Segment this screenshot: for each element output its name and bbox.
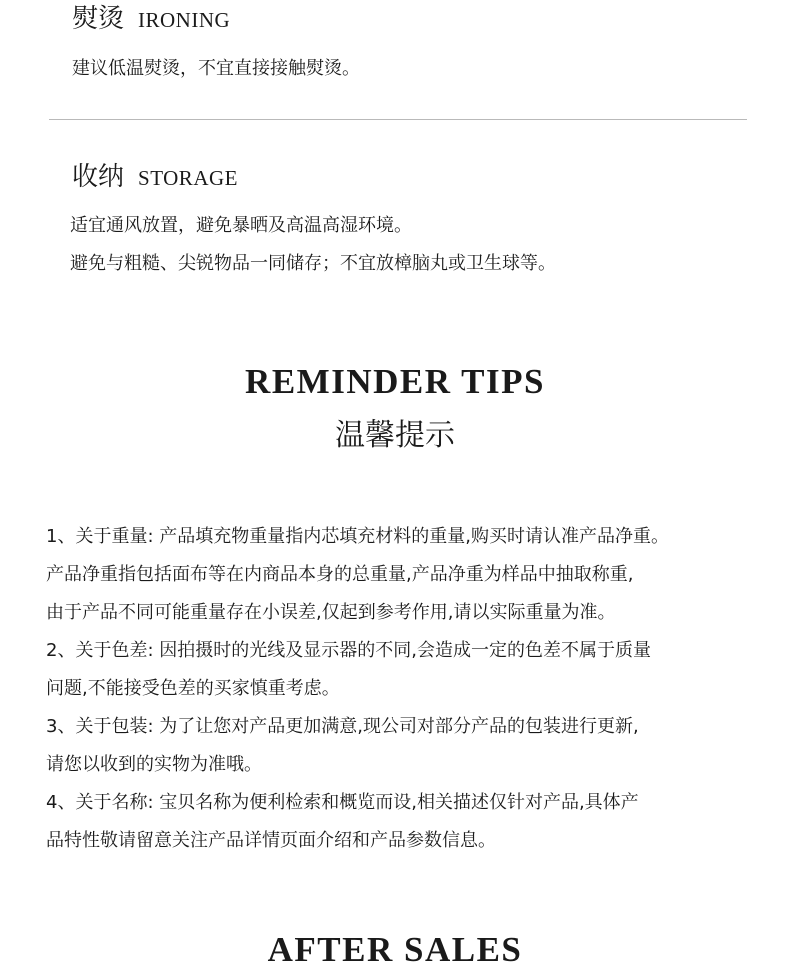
reminder-line-7: 请您以收到的实物为准哦。 <box>46 754 262 775</box>
ironing-title-zh: 熨烫 <box>72 4 125 34</box>
ironing-heading <box>72 2 230 37</box>
after-sales-title-en: AFTER SALES <box>267 930 523 969</box>
reminder-title-zh: 温馨提示 <box>335 418 455 453</box>
reminder-line-1: 1、关于重量: 产品填充物重量指内芯填充材料的重量,购买时请认准产品净重。 <box>46 526 669 547</box>
ironing-text: 建议低温熨烫，不宜直接接触熨烫。 <box>72 58 360 79</box>
storage-heading <box>72 160 238 195</box>
reminder-title-en: REMINDER TIPS <box>245 362 545 401</box>
reminder-line-6: 3、关于包装: 为了让您对产品更加满意,现公司对部分产品的包装进行更新, <box>46 716 639 737</box>
reminder-line-3: 由于产品不同可能重量存在小误差,仅起到参考作用,请以实际重量为准。 <box>46 602 616 623</box>
storage-title-zh: 收纳 <box>72 162 125 192</box>
storage-title-en: STORAGE <box>138 166 238 190</box>
reminder-line-2: 产品净重指包括面布等在内商品本身的总重量,产品净重为样品中抽取称重, <box>46 564 634 585</box>
reminder-line-9: 品特性敬请留意关注产品详情页面介绍和产品参数信息。 <box>46 830 496 851</box>
ironing-title-en: IRONING <box>138 8 231 32</box>
reminder-line-8: 4、关于名称: 宝贝名称为便利检索和概览而设,相关描述仅针对产品,具体产 <box>46 792 639 813</box>
section-divider <box>49 119 747 120</box>
reminder-line-4: 2、关于色差: 因拍摄时的光线及显示器的不同,会造成一定的色差不属于质量 <box>46 640 651 661</box>
reminder-line-5: 问题,不能接受色差的买家慎重考虑。 <box>46 678 340 699</box>
storage-text-2: 避免与粗糙、尖锐物品一同储存；不宜放樟脑丸或卫生球等。 <box>70 253 556 274</box>
storage-text-1: 适宜通风放置，避免暴晒及高温高湿环境。 <box>70 215 412 236</box>
